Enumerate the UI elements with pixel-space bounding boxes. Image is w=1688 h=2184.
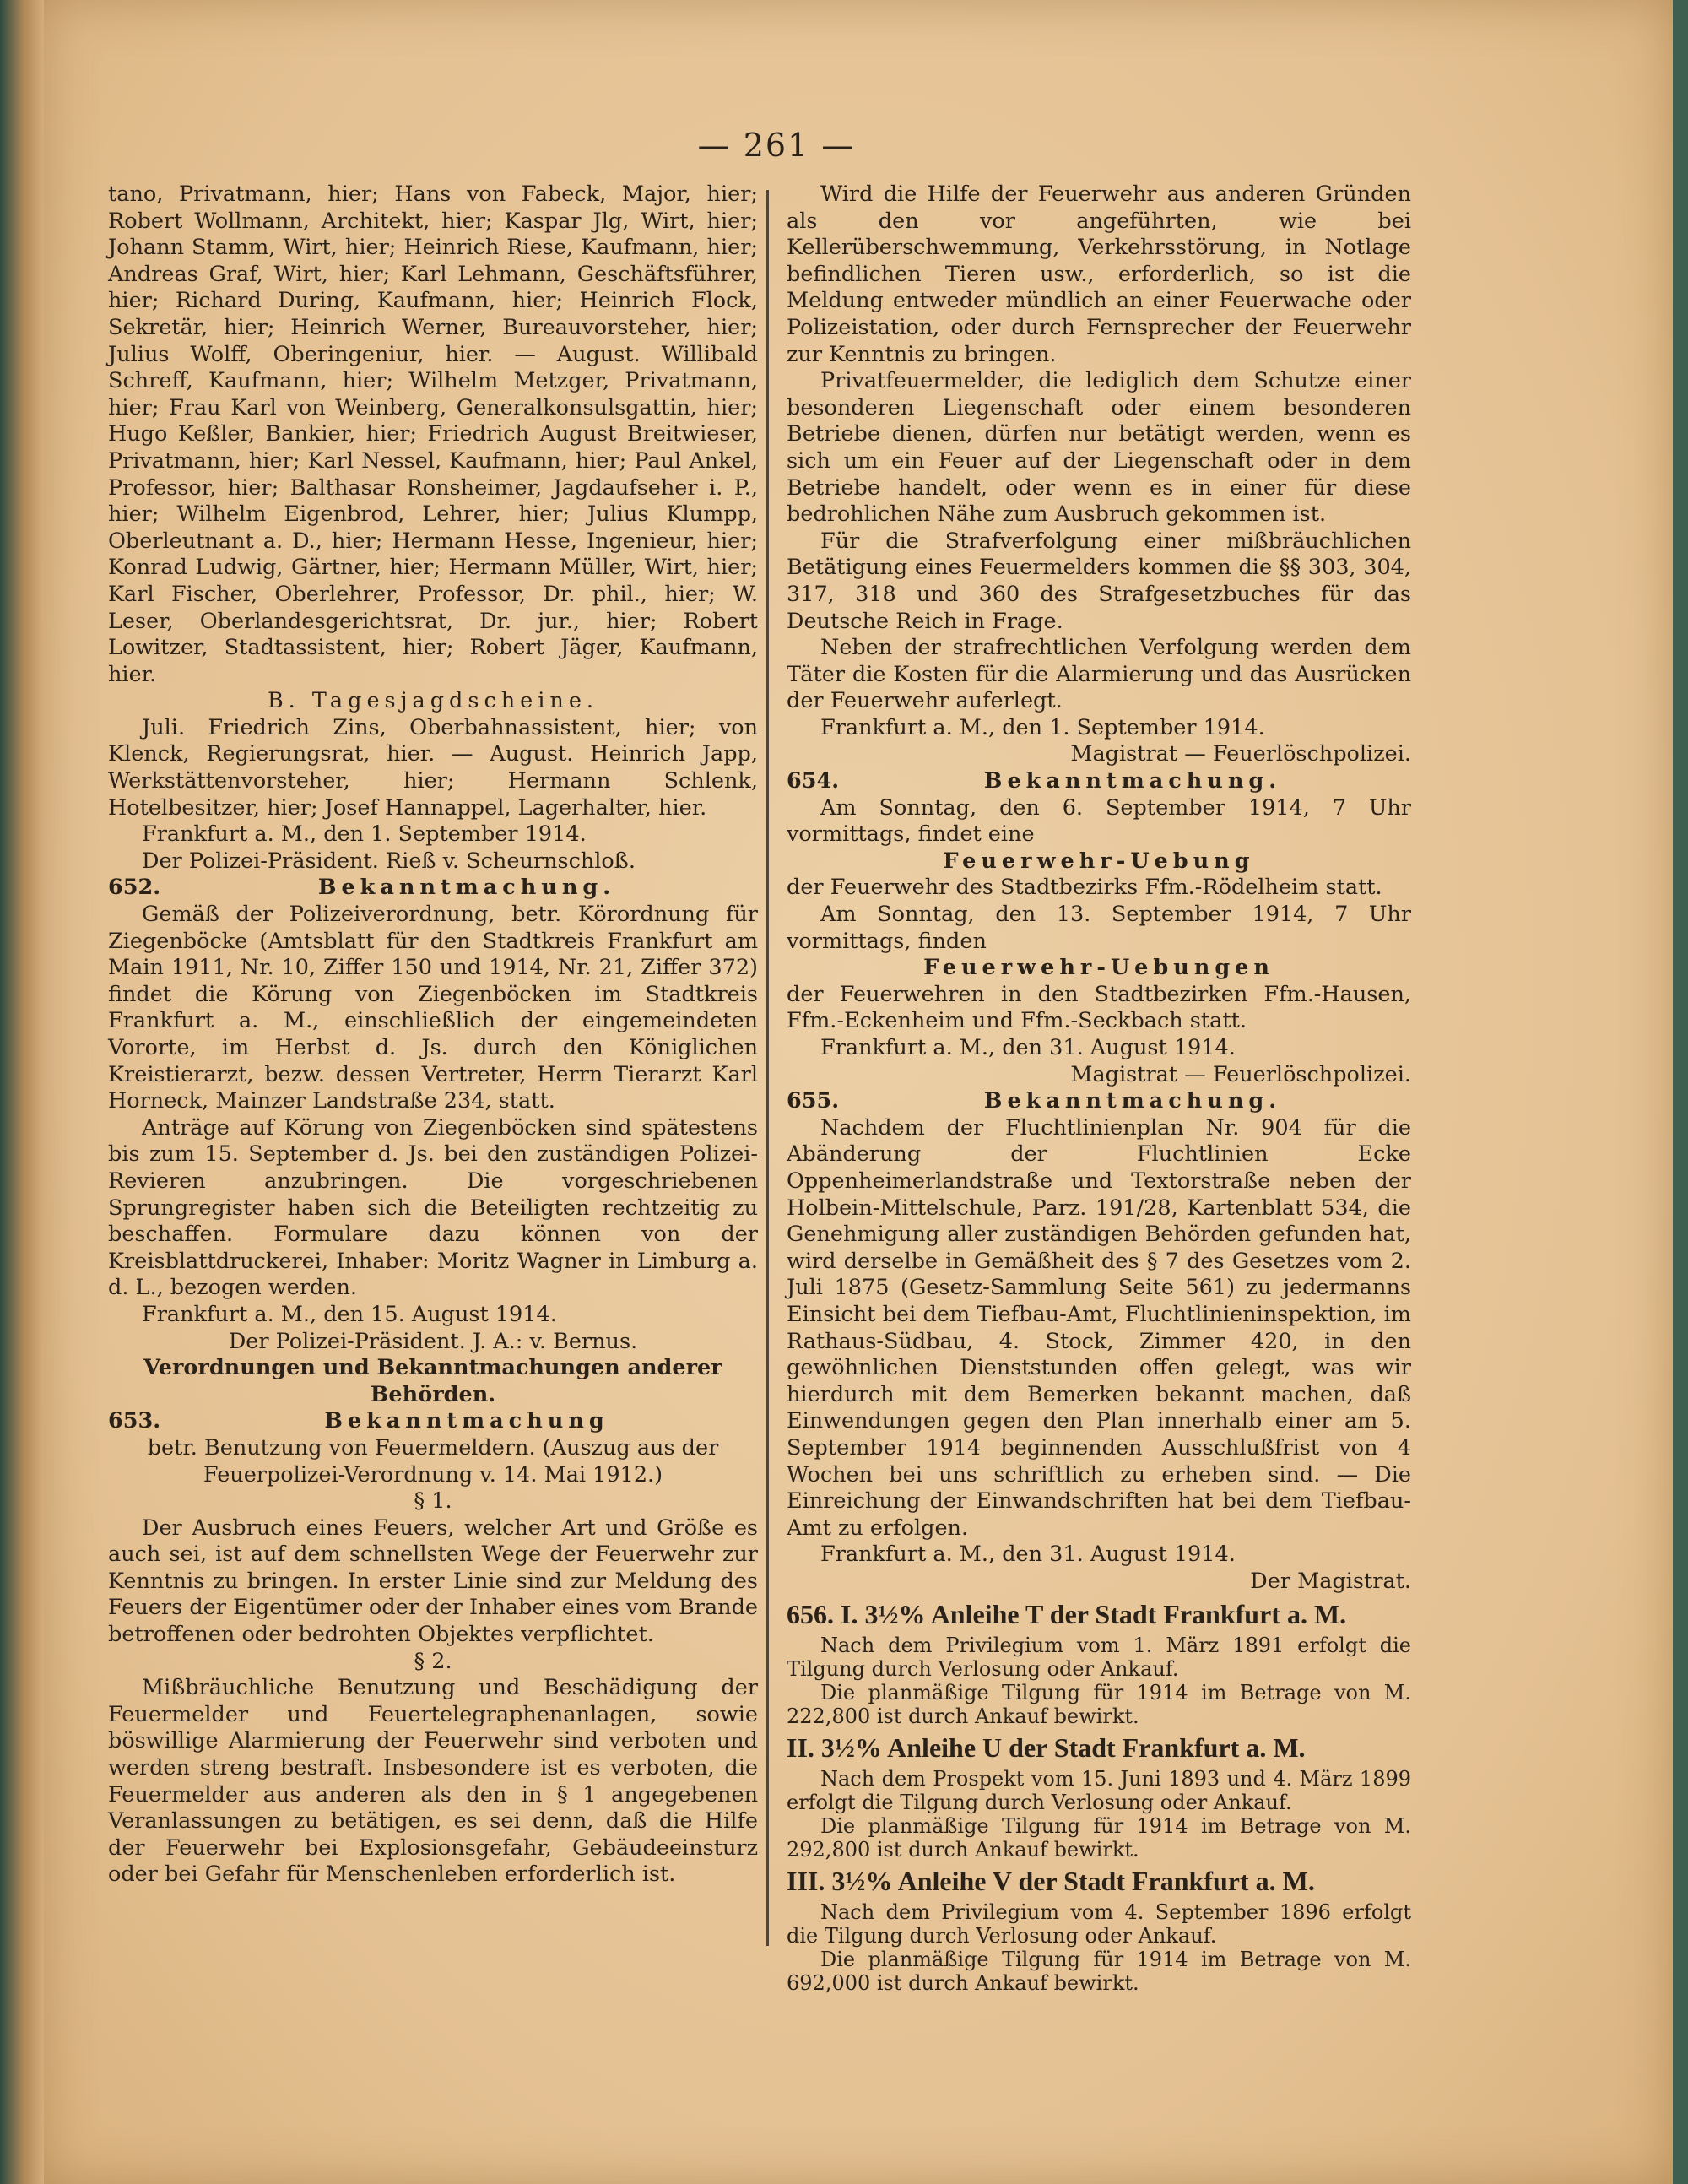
text-paragraph: Nach dem Privilegium vom 4. September 1896 erfolgt die Tilgung durch Verlosung oder Ankauf. <box>787 1900 1411 1948</box>
text-paragraph: II. 3½% Anleihe U der Stadt Frankfurt a. M. <box>787 1732 1306 1764</box>
left-column <box>108 182 758 1889</box>
text-paragraph: Frankfurt a. M., den 15. August 1914. <box>142 1301 557 1327</box>
section-heading <box>108 1408 758 1435</box>
text-paragraph: Am Sonntag, den 13. September 1914, 7 Uhr vormittags, finden <box>787 902 1411 954</box>
text-paragraph: Frankfurt a. M., den 31. August 1914. <box>820 1035 1236 1060</box>
text-paragraph: Frankfurt a. M., den 1. September 1914. <box>142 821 587 848</box>
text-paragraph: Feuerwehr-Uebung <box>943 848 1255 874</box>
adjacent-page-edge <box>0 0 44 2184</box>
text-paragraph: Frankfurt a. M., den 1. September 1914. <box>820 714 1265 740</box>
text-paragraph: der Feuerwehr des Stadtbezirks Ffm.-Rödelheim statt. <box>787 875 1382 901</box>
text-paragraph: Die planmäßige Tilgung für 1914 im Betrage von M. 692,000 ist durch Ankauf bewirkt. <box>787 1948 1411 1996</box>
text-paragraph: Privatfeuermelder, die lediglich dem Schutze einer besonderen Liegenschaft oder einem besonderen Betriebe dienen, dürfen nur betätigt werden, wenn es sich um ein Feuer auf der Liegenschaft oder in dem Betriebe handelt, oder wenn es in einer für diese bedrohlichen Nähe zum Ausbruch gekommen ist. <box>787 368 1411 528</box>
section-heading <box>787 1088 1411 1115</box>
text-paragraph: Anträge auf Körung von Ziegenböcken sind spätestens bis zum 15. September d. Js. bei den zuständigen Polizei-Revieren anzubringen. Die vorgeschriebenen Sprungregister haben sich die Beteiligten rechtzeitig zu beschaffen. Formulare dazu können von der Kreisblattdruckerei, Inhaber: Moritz Wagner in Limburg a. d. L., bezogen werden. <box>108 1114 758 1301</box>
text-paragraph: Frankfurt a. M., den 31. August 1914. <box>820 1542 1236 1568</box>
text-paragraph: B. Tagesjagdscheine. <box>267 688 599 714</box>
text-paragraph: Nachdem der Fluchtlinienplan Nr. 904 für die Abänderung der Fluchtlinien Ecke Oppenheimerlandstraße und Textorstraße neben der Holbein-Mittelschule, Parz. 191/28, Kartenblatt 534, die Genehmigung aller zuständigen Behörden gefunden hat, wird derselbe in Gemäßheit des § 7 des Gesetzes vom 2. Juli 1875 (Gesetz-Sammlung Seite 561) zu jedermanns Einsicht bei dem Tiefbau-Amt, Fluchtlinieninspektion, im Rathaus-Südbau, 4. Stock, Zimmer 420, in den gewöhnlichen Dienststunden offen gelegt, was wir hierdurch mit dem Bemerken bekannt machen, daß Einwendungen gegen den Plan innerhalb einer am 5. September 1914 beginnenden Ausschlußfrist von 4 Wochen bei uns schriftlich zu erheben sind. — Die Einreichung der Einwandschriften hat bei dem Tiefbau-Amt zu erfolgen. <box>787 1114 1411 1541</box>
text-paragraph: Nach dem Prospekt vom 15. Juni 1893 und 4. März 1899 erfolgt die Tilgung durch Verlosung oder Ankauf. <box>787 1767 1411 1815</box>
text-paragraph: Magistrat — Feuerlöschpolizei. <box>1070 741 1411 767</box>
section-heading <box>787 768 1411 795</box>
text-paragraph: Die planmäßige Tilgung für 1914 im Betrage von M. 222,800 ist durch Ankauf bewirkt. <box>787 1681 1411 1729</box>
text-paragraph: Am Sonntag, den 6. September 1914, 7 Uhr vormittags, findet eine <box>787 794 1411 848</box>
text-paragraph: Gemäß der Polizeiverordnung, betr. Körordnung für Ziegenböcke (Amtsblatt für den Stadtkreis Frankfurt am Main 1911, Nr. 10, Ziffer 150 und 1914, Nr. 21, Ziffer 372) findet die Körung von Ziegenböcken im Stadtkreis Frankfurt a. M., einschließlich der eingemeindeten Vororte, im Herbst d. Js. durch den Königlichen Kreistierarzt, bezw. dessen Vertreter, Herrn Tierarzt Karl Horneck, Mainzer Landstraße 234, statt. <box>108 902 758 1114</box>
text-paragraph: § 2. <box>414 1648 452 1674</box>
column-divider <box>766 190 769 1946</box>
section-heading <box>108 875 758 902</box>
text-paragraph: Der Polizei-Präsident. Rieß v. Scheurnschloß. <box>142 848 636 874</box>
text-paragraph: Der Ausbruch eines Feuers, welcher Art und Größe es auch sei, ist auf dem schnellsten Wege der Feuerwehr zur Kenntnis zu bringen. In erster Linie sind zur Meldung des Feuers der Eigentümer oder der Inhaber eines vom Brande betroffenen oder bedrohten Objektes verpflichtet. <box>108 1515 758 1648</box>
section-number: 653. <box>108 1408 161 1434</box>
text-paragraph: 656. I. 3½% Anleihe T der Stadt Frankfurt a. M. <box>787 1599 1347 1630</box>
text-paragraph: Feuerwehr-Uebungen <box>923 955 1274 981</box>
text-paragraph: Für die Strafverfolgung einer mißbräuchlichen Betätigung eines Feuermelders kommen die §§ 303, 304, 317, 318 und 360 des Strafgesetzbuches für das Deutsche Reich in Frage. <box>787 528 1411 634</box>
text-paragraph: Wird die Hilfe der Feuerwehr aus anderen Gründen als den vor angeführten, wie bei Kellerüberschwemmung, Verkehrsstörung, in Notlage befindlichen Tieren usw., erforderlich, so ist die Meldung entweder mündlich an einer Feuerwache oder Polizeistation, oder durch Fernsprecher der Feuerwehr zur Kenntnis zu bringen. <box>787 182 1411 367</box>
section-number: 654. <box>787 768 840 794</box>
text-paragraph: Der Magistrat. <box>1250 1568 1411 1594</box>
section-title: Bekanntmachung. <box>983 1088 1282 1114</box>
text-paragraph: Die planmäßige Tilgung für 1914 im Betrage von M. 292,800 ist durch Ankauf bewirkt. <box>787 1814 1411 1862</box>
section-title: Bekanntmachung. <box>983 768 1282 794</box>
section-number: 655. <box>787 1088 840 1114</box>
text-paragraph: tano, Privatmann, hier; Hans von Fabeck, Major, hier; Robert Wollmann, Architekt, hier; Kaspar Jlg, Wirt, hier; Johann Stamm, Wirt, hier; Heinrich Riese, Kaufmann, hier; Andreas Graf, Wirt, hier; Karl Lehmann, Geschäftsführer, hier; Richard During, Kaufmann, hier; Heinrich Flock, Sekretär, hier; Heinrich Werner, Bureauvorsteher, hier; Julius Wolff, Oberingeniur, hier. — August. Willibald Schreff, Kaufmann, hier; Wilhelm Metzger, Privatmann, hier; Frau Karl von Weinberg, Generalkonsulsgattin, hier; Hugo Keßler, Bankier, hier; Friedrich August Breitwieser, Privatmann, hier; Karl Nessel, Kaufmann, hier; Paul Ankel, Professor, hier; Balthasar Ronsheimer, Jagdaufseher i. P., hier; Wilhelm Eigenbrod, Lehrer, hier; Julius Klumpp, Oberleutnant a. D., hier; Hermann Hesse, Ingenieur, hier; Konrad Ludwig, Gärtner, hier; Hermann Müller, Wirt, hier; Karl Fischer, Oberlehrer, Professor, Dr. phil., hier; W. Leser, Oberlandesgerichtsrat, Dr. jur., hier; Robert Lowitzer, Stadtassistent, hier; Robert Jäger, Kaufmann, hier. <box>108 182 758 687</box>
text-paragraph: Der Polizei-Präsident. J. A.: v. Bernus. <box>228 1328 638 1354</box>
section-title: Bekanntmachung. <box>317 875 616 901</box>
text-paragraph: Magistrat — Feuerlöschpolizei. <box>1070 1061 1411 1087</box>
text-paragraph: III. 3½% Anleihe V der Stadt Frankfurt a. M. <box>787 1866 1315 1897</box>
section-title: Bekanntmachung <box>324 1408 609 1434</box>
page-number: — 261 — <box>697 127 856 164</box>
text-paragraph: Verordnungen und Bekanntmachungen anderer Behörden. <box>143 1355 722 1407</box>
text-paragraph: Neben der strafrechtlichen Verfolgung werden dem Täter die Kosten für die Alarmierung und das Ausrücken der Feuerwehr auferlegt. <box>787 635 1411 714</box>
text-paragraph: Mißbräuchliche Benutzung und Beschädigung der Feuermelder und Feuertelegraphenanlagen, sowie böswillige Alarmierung der Feuerwehr sind verboten und werden streng bestraft. Insbesondere ist es verboten, die Feuermelder aus anderen als den in § 1 angegebenen Veranlassungen zu betätigen, es sei denn, daß die Hilfe der Feuerwehr bei Explosionsgefahr, Gebäudeeinsturz oder bei Gefahr für Menschenleben erforderlich ist. <box>108 1675 758 1888</box>
section-number: 652. <box>108 875 161 901</box>
text-paragraph: betr. Benutzung von Feuermeldern. (Auszug aus der Feuerpolizei-Verordnung v. 14. Mai 1912.) <box>147 1434 719 1488</box>
text-paragraph: der Feuerwehren in den Stadtbezirken Ffm.-Hausen, Ffm.-Eckenheim und Ffm.-Seckbach statt. <box>787 981 1411 1034</box>
text-paragraph: § 1. <box>414 1488 452 1515</box>
right-column <box>787 182 1411 1995</box>
text-paragraph: Juli. Friedrich Zins, Oberbahnassistent, hier; von Klenck, Regierungsrat, hier. — August. Heinrich Japp, Werkstättenvorsteher, hier; Hermann Schlenk, Hotelbesitzer, hier; Josef Hannappel, Lagerhalter, hier. <box>108 714 758 821</box>
text-paragraph: Nach dem Privilegium vom 1. März 1891 erfolgt die Tilgung durch Verlosung oder Ankauf. <box>787 1634 1411 1682</box>
